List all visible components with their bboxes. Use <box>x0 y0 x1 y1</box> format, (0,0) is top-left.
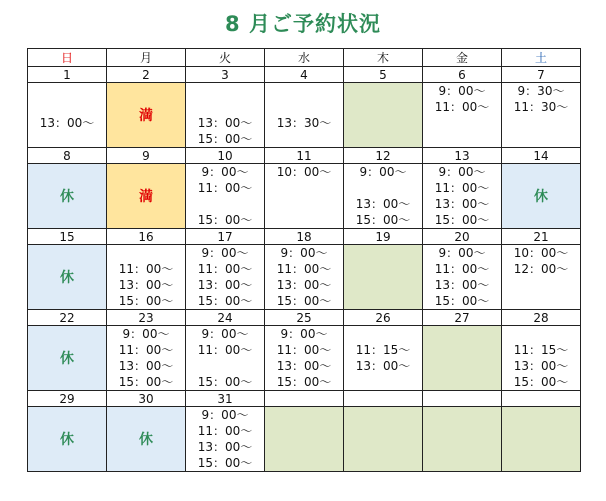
day-number: 13 <box>423 148 502 164</box>
time-slot: 9：00～ <box>280 246 328 260</box>
time-slot: 13：00～ <box>434 278 490 292</box>
time-slot: 13：00～ <box>39 116 95 130</box>
time-slot-row <box>28 407 581 472</box>
time-slot: 13：00～ <box>197 278 253 292</box>
time-slot-row <box>28 245 581 310</box>
day-number: 17 <box>186 229 265 245</box>
day-number: 11 <box>265 148 344 164</box>
day-cell[interactable] <box>28 83 107 148</box>
day-number: 7 <box>502 67 581 83</box>
weekday-saturday: 土 <box>502 49 581 67</box>
day-number: 3 <box>186 67 265 83</box>
time-slot: 13：00～ <box>118 278 174 292</box>
time-slot-list <box>107 245 185 309</box>
time-slot: 13：00～ <box>434 197 490 211</box>
time-slot-list <box>423 245 501 309</box>
time-slot <box>28 131 106 147</box>
page-title: 8 月ご予約状況 <box>225 12 381 36</box>
time-slot: 10：00～ <box>276 165 332 179</box>
time-slot-list <box>502 326 580 390</box>
time-slot-list <box>344 164 422 228</box>
time-slot: 11：00～ <box>118 262 174 276</box>
day-cell[interactable] <box>28 326 107 391</box>
time-slot <box>423 115 501 131</box>
closed-badge: 休 <box>60 270 74 286</box>
day-cell[interactable] <box>423 326 502 391</box>
day-cell[interactable] <box>265 164 344 229</box>
time-slot: 15：00～ <box>197 132 253 146</box>
day-cell[interactable] <box>28 164 107 229</box>
time-slot <box>265 99 343 115</box>
time-slot-list <box>107 326 185 390</box>
day-cell[interactable] <box>107 164 186 229</box>
time-slot-list <box>344 326 422 390</box>
time-slot: 9：00～ <box>280 327 328 341</box>
closed-badge: 休 <box>534 189 548 205</box>
day-number: 15 <box>28 229 107 245</box>
time-slot: 11：00～ <box>434 100 490 114</box>
day-cell[interactable] <box>502 83 581 148</box>
day-cell[interactable] <box>28 407 107 472</box>
time-slot: 13：00～ <box>276 278 332 292</box>
time-slot: 11：30～ <box>513 100 569 114</box>
time-slot: 15：00～ <box>197 294 253 308</box>
day-cell[interactable] <box>107 407 186 472</box>
day-number: 9 <box>107 148 186 164</box>
time-slot: 9：30～ <box>517 84 565 98</box>
time-slot-list <box>265 164 343 228</box>
day-number <box>502 391 581 407</box>
time-slot: 11：00～ <box>197 343 253 357</box>
day-number-row <box>28 148 581 164</box>
time-slot <box>265 83 343 99</box>
day-number <box>265 391 344 407</box>
time-slot: 13：30～ <box>276 116 332 130</box>
day-number: 27 <box>423 310 502 326</box>
day-cell[interactable] <box>344 245 423 310</box>
time-slot: 15：00～ <box>276 375 332 389</box>
time-slot: 11：00～ <box>118 343 174 357</box>
day-number: 2 <box>107 67 186 83</box>
day-number <box>344 391 423 407</box>
day-number: 10 <box>186 148 265 164</box>
time-slot <box>502 326 580 342</box>
day-number: 19 <box>344 229 423 245</box>
time-slot <box>502 131 580 147</box>
weekday-friday: 金 <box>423 49 502 67</box>
time-slot: 15：00～ <box>197 375 253 389</box>
day-cell[interactable] <box>28 245 107 310</box>
day-number: 25 <box>265 310 344 326</box>
time-slot: 9：00～ <box>201 327 249 341</box>
time-slot: 15：00～ <box>355 213 411 227</box>
time-slot: 9：00～ <box>438 84 486 98</box>
day-number: 26 <box>344 310 423 326</box>
day-number: 23 <box>107 310 186 326</box>
closed-badge: 休 <box>60 432 74 448</box>
day-number-row <box>28 229 581 245</box>
day-cell[interactable] <box>344 164 423 229</box>
fully-booked-badge: 満 <box>139 189 153 205</box>
time-slot-row <box>28 83 581 148</box>
time-slot: 13：00～ <box>513 359 569 373</box>
time-slot <box>502 277 580 293</box>
time-slot: 15：00～ <box>197 456 253 470</box>
day-cell[interactable] <box>186 164 265 229</box>
day-cell[interactable] <box>107 83 186 148</box>
time-slot: 13：00～ <box>197 116 253 130</box>
day-number: 21 <box>502 229 581 245</box>
day-number: 6 <box>423 67 502 83</box>
fully-booked-badge: 満 <box>139 108 153 124</box>
time-slot: 11：00～ <box>434 181 490 195</box>
day-cell[interactable] <box>344 407 423 472</box>
day-cell[interactable] <box>502 164 581 229</box>
weekday-wednesday: 水 <box>265 49 344 67</box>
day-number: 18 <box>265 229 344 245</box>
day-number-row <box>28 391 581 407</box>
day-cell[interactable] <box>423 164 502 229</box>
time-slot <box>28 83 106 99</box>
weekday-thursday: 木 <box>344 49 423 67</box>
day-number-row <box>28 67 581 83</box>
day-number: 8 <box>28 148 107 164</box>
time-slot <box>502 293 580 309</box>
time-slot-list <box>502 83 580 147</box>
time-slot-list <box>186 326 264 390</box>
time-slot <box>344 374 422 390</box>
time-slot <box>186 99 264 115</box>
day-number: 22 <box>28 310 107 326</box>
time-slot: 13：00～ <box>355 197 411 211</box>
time-slot <box>186 83 264 99</box>
time-slot: 9：00～ <box>438 246 486 260</box>
day-number: 30 <box>107 391 186 407</box>
time-slot: 13：00～ <box>355 359 411 373</box>
day-cell[interactable] <box>502 326 581 391</box>
time-slot: 11：15～ <box>355 343 411 357</box>
time-slot-list <box>265 83 343 147</box>
day-cell[interactable] <box>423 83 502 148</box>
day-number <box>423 391 502 407</box>
day-number: 4 <box>265 67 344 83</box>
closed-badge: 休 <box>139 432 153 448</box>
day-number: 16 <box>107 229 186 245</box>
closed-badge: 休 <box>60 189 74 205</box>
time-slot <box>344 180 422 196</box>
time-slot: 15：00～ <box>276 294 332 308</box>
day-number: 29 <box>28 391 107 407</box>
day-cell[interactable] <box>502 245 581 310</box>
time-slot <box>107 245 185 261</box>
day-number: 31 <box>186 391 265 407</box>
time-slot-row <box>28 326 581 391</box>
time-slot <box>502 115 580 131</box>
time-slot: 9：00～ <box>201 408 249 422</box>
time-slot: 11：00～ <box>434 262 490 276</box>
time-slot: 9：00～ <box>201 165 249 179</box>
day-number: 28 <box>502 310 581 326</box>
time-slot: 11：00～ <box>276 343 332 357</box>
time-slot: 15：00～ <box>118 294 174 308</box>
day-cell[interactable] <box>265 83 344 148</box>
day-number: 20 <box>423 229 502 245</box>
time-slot: 9：00～ <box>122 327 170 341</box>
time-slot: 9：00～ <box>201 246 249 260</box>
time-slot: 11：00～ <box>276 262 332 276</box>
day-cell[interactable] <box>265 245 344 310</box>
time-slot-list <box>28 83 106 147</box>
time-slot <box>186 196 264 212</box>
time-slot-row <box>28 164 581 229</box>
time-slot <box>344 326 422 342</box>
time-slot: 11：00～ <box>197 262 253 276</box>
day-cell[interactable] <box>344 83 423 148</box>
time-slot: 13：00～ <box>197 440 253 454</box>
reservation-calendar <box>27 48 581 472</box>
closed-badge: 休 <box>60 351 74 367</box>
time-slot: 15：00～ <box>434 294 490 308</box>
day-cell[interactable] <box>186 326 265 391</box>
time-slot-list <box>502 245 580 309</box>
day-number: 24 <box>186 310 265 326</box>
time-slot-list <box>186 83 264 147</box>
time-slot: 11：00～ <box>197 181 253 195</box>
day-cell[interactable] <box>265 326 344 391</box>
time-slot-list <box>186 245 264 309</box>
day-cell[interactable] <box>502 407 581 472</box>
time-slot <box>265 180 343 196</box>
day-cell[interactable] <box>423 245 502 310</box>
time-slot <box>186 358 264 374</box>
time-slot <box>265 131 343 147</box>
day-number-row <box>28 310 581 326</box>
time-slot-list <box>186 164 264 228</box>
weekday-tuesday: 火 <box>186 49 265 67</box>
weekday-monday: 月 <box>107 49 186 67</box>
time-slot: 11：00～ <box>197 424 253 438</box>
day-cell[interactable] <box>265 407 344 472</box>
day-cell[interactable] <box>107 326 186 391</box>
day-number: 12 <box>344 148 423 164</box>
time-slot-list <box>423 164 501 228</box>
day-cell[interactable] <box>186 407 265 472</box>
time-slot: 11：15～ <box>513 343 569 357</box>
time-slot <box>265 212 343 228</box>
weekday-header-row <box>28 49 581 67</box>
time-slot: 15：00～ <box>197 213 253 227</box>
time-slot: 15：00～ <box>434 213 490 227</box>
day-number: 14 <box>502 148 581 164</box>
time-slot-list <box>265 326 343 390</box>
day-cell[interactable] <box>186 245 265 310</box>
time-slot-list <box>186 407 264 471</box>
day-cell[interactable] <box>186 83 265 148</box>
time-slot: 13：00～ <box>118 359 174 373</box>
day-cell[interactable] <box>423 407 502 472</box>
day-cell[interactable] <box>107 245 186 310</box>
time-slot <box>423 131 501 147</box>
time-slot-list <box>265 245 343 309</box>
time-slot <box>265 196 343 212</box>
time-slot: 13：00～ <box>276 359 332 373</box>
day-number: 5 <box>344 67 423 83</box>
time-slot: 9：00～ <box>359 165 407 179</box>
time-slot: 15：00～ <box>513 375 569 389</box>
time-slot: 12：00～ <box>513 262 569 276</box>
time-slot: 15：00～ <box>118 375 174 389</box>
time-slot-list <box>423 83 501 147</box>
time-slot: 9：00～ <box>438 165 486 179</box>
weekday-sunday: 日 <box>28 49 107 67</box>
time-slot: 10：00～ <box>513 246 569 260</box>
day-cell[interactable] <box>344 326 423 391</box>
day-number: 1 <box>28 67 107 83</box>
time-slot <box>28 99 106 115</box>
